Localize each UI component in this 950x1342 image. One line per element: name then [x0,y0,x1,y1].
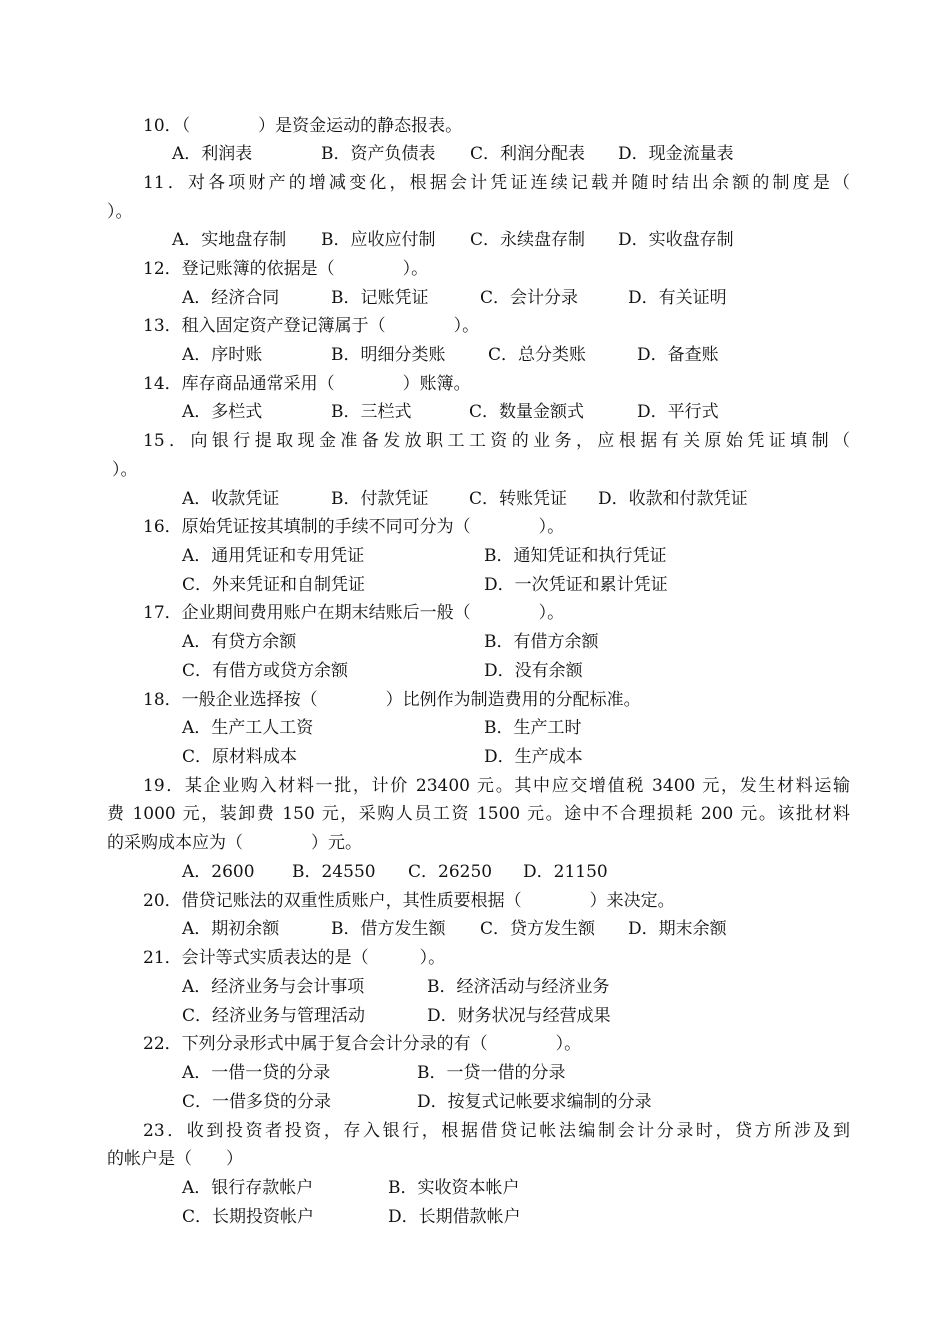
option-a: A．有贷方余额 [182,632,297,652]
option-c: C．26250 [408,862,493,882]
option-a: A．实地盘存制 [172,230,287,250]
question-23-cont: 的帐户是（ ） [107,1149,243,1169]
option-d: D．备查账 [637,345,719,365]
question-19-cont-2: 的采购成本应为（ ）元。 [107,833,362,853]
option-d: D．21150 [523,862,608,882]
option-b: B．通知凭证和执行凭证 [484,546,667,566]
option-b: B．三栏式 [331,402,412,422]
option-c: C．贷方发生额 [480,919,596,939]
option-c: C．原材料成本 [182,747,298,767]
option-c: C．数量金额式 [469,402,585,422]
option-b: B．付款凭证 [331,489,429,509]
option-c: C．有借方或贷方余额 [182,661,349,681]
option-a: A．收款凭证 [182,489,280,509]
option-c: C．会计分录 [480,288,579,308]
question-19: 19．某企业购入材料一批，计价 23400 元。其中应交增值税 3400 元，发生材料运输 [143,776,850,796]
option-c: C．利润分配表 [470,144,586,164]
option-a: A．一借一贷的分录 [182,1063,331,1083]
option-a: A．期初余额 [182,919,280,939]
option-c: C．长期投资帐户 [182,1207,315,1227]
question-21: 21．会计等式实质表达的是（ ）。 [143,948,446,968]
option-b: B．生产工时 [484,718,582,738]
question-11-cont: ）。 [107,202,133,222]
option-c: C．一借多贷的分录 [182,1092,332,1112]
question-22: 22．下列分录形式中属于复合会计分录的有（ ）。 [143,1034,582,1054]
question-20: 20．借贷记账法的双重性质账户，其性质要根据（ ）来决定。 [143,891,675,911]
option-b: B．实收资本帐户 [388,1178,520,1198]
option-a: A．多栏式 [182,402,263,422]
question-14: 14．库存商品通常采用（ ）账簿。 [143,374,471,394]
question-12: 12．登记账簿的依据是（ ）。 [143,259,429,279]
option-b: B．借方发生额 [331,919,446,939]
option-a: A．生产工人工资 [182,718,314,738]
question-23: 23．收到投资者投资，存入银行，根据借贷记帐法编制会计分录时，贷方所涉及到 [143,1121,850,1141]
option-d: D．没有余额 [484,661,583,681]
option-d: D．收款和付款凭证 [598,489,748,509]
option-b: B．24550 [292,862,376,882]
question-16: 16．原始凭证按其填制的手续不同可分为（ ）。 [143,517,565,537]
option-a: A．银行存款帐户 [182,1178,314,1198]
option-d: D．按复式记帐要求编制的分录 [417,1092,652,1112]
option-c: C．转账凭证 [469,489,568,509]
question-18: 18．一般企业选择按（ ）比例作为制造费用的分配标准。 [143,690,641,710]
option-d: D．现金流量表 [618,144,734,164]
option-b: B．应收应付制 [321,230,436,250]
option-a: A．经济合同 [182,288,280,308]
option-a: A．利润表 [172,144,253,164]
question-11: 11．对各项财产的增减变化，根据会计凭证连续记载并随时结出余额的制度是（ [143,173,850,193]
option-b: B．资产负债表 [321,144,436,164]
option-d: D．生产成本 [484,747,583,767]
option-a: A．通用凭证和专用凭证 [182,546,365,566]
option-b: B．经济活动与经济业务 [427,977,610,997]
option-c: C．总分类账 [488,345,587,365]
option-d: D．长期借款帐户 [388,1207,521,1227]
option-a: A．序时账 [182,345,263,365]
option-a: A．2600 [182,862,255,882]
option-c: C．经济业务与管理活动 [182,1006,366,1026]
option-d: D．一次凭证和累计凭证 [484,575,668,595]
question-15: 15．向银行提取现金准备发放职工工资的业务，应根据有关原始凭证填制（ [143,431,850,451]
option-d: D．平行式 [637,402,719,422]
question-17: 17．企业期间费用账户在期末结账后一般（ ）。 [143,603,565,623]
option-d: D．实收盘存制 [618,230,734,250]
option-b: B．明细分类账 [331,345,446,365]
option-b: B．记账凭证 [331,288,429,308]
option-d: D．财务状况与经营成果 [427,1006,611,1026]
option-b: B．一贷一借的分录 [417,1063,566,1083]
question-15-cont: ）。 [112,460,138,480]
option-b: B．有借方余额 [484,632,599,652]
question-10: 10．（ ）是资金运动的静态报表。 [143,116,463,136]
option-a: A．经济业务与会计事项 [182,977,365,997]
option-d: D．有关证明 [628,288,727,308]
option-d: D．期末余额 [628,919,727,939]
question-19-cont: 费 1000 元，装卸费 150 元，采购人员工资 1500 元。途中不合理损耗 200 元。该批材料 [107,804,850,824]
option-c: C．外来凭证和自制凭证 [182,575,366,595]
option-c: C．永续盘存制 [470,230,586,250]
question-13: 13．租入固定资产登记簿属于（ ）。 [143,316,480,336]
